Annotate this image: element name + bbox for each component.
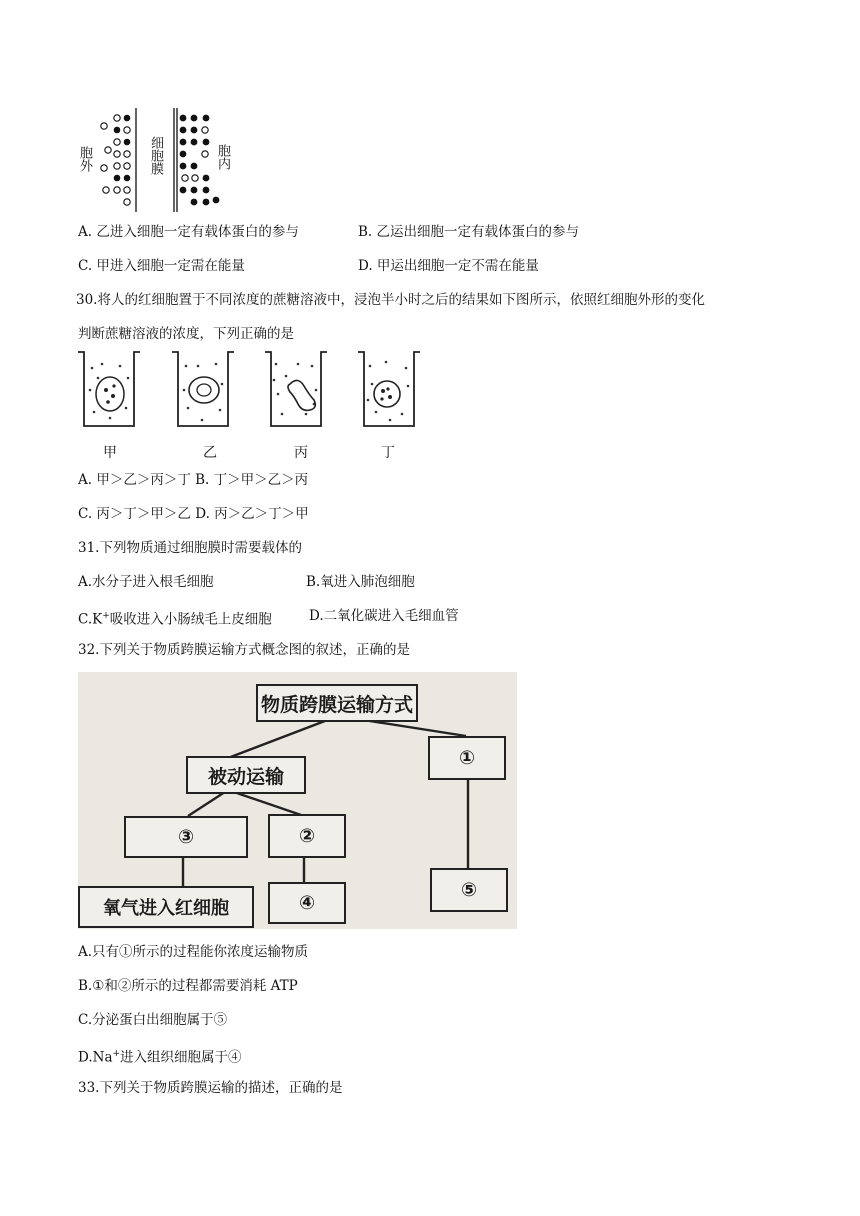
beakers-figure — [76, 350, 426, 432]
q30-stem-line1: 30.将人的红细胞置于不同浓度的蔗糖溶液中，浸泡半小时之后的结果如下图所示，依照红细胞外形的变化 — [76, 292, 705, 308]
concept-map — [78, 672, 517, 929]
q32-option-d: D.Na+进入组织细胞属于④ — [78, 1049, 242, 1066]
q30-options-line1: A. 甲＞乙＞丙＞丁 B. 丁＞甲＞乙＞丙 — [78, 472, 309, 488]
q29-option-c: C. 甲进入细胞一定需在能量 — [78, 258, 245, 274]
q29-option-d: D. 甲运出细胞一定不需在能量 — [358, 258, 539, 274]
q29-option-a: A. 乙进入细胞一定有载体蛋白的参与 — [78, 224, 299, 240]
inside-label: 胞内 — [215, 144, 230, 170]
node-passive-transport: 被动运输 — [186, 756, 306, 794]
node-2: ② — [268, 814, 346, 858]
q32-option-c: C.分泌蛋白出细胞属于⑤ — [78, 1012, 228, 1028]
q32-option-a: A.只有①所示的过程能你浓度运输物质 — [78, 944, 309, 960]
beaker-label-ding: 丁 — [381, 445, 395, 461]
q30-stem-line2: 判断蔗糖溶液的浓度，下列正确的是 — [78, 326, 294, 342]
q32-option-b: B.①和②所示的过程都需要消耗 ATP — [78, 978, 298, 994]
q29-option-b: B. 乙运出细胞一定有载体蛋白的参与 — [358, 224, 580, 240]
node-example: 氧气进入红细胞 — [78, 886, 254, 928]
outside-label: 胞外 — [77, 146, 92, 172]
q31-stem: 31.下列物质通过细胞膜时需要载体的 — [78, 540, 302, 556]
beakers-svg — [76, 350, 426, 432]
beaker-label-yi: 乙 — [203, 445, 217, 461]
node-5: ⑤ — [430, 868, 508, 912]
beaker-label-jia: 甲 — [103, 445, 117, 461]
q31-option-d: D.二氧化碳进入毛细血管 — [309, 608, 459, 624]
q33-stem: 33.下列关于物质跨膜运输的描述，正确的是 — [78, 1080, 343, 1096]
node-root: 物质跨膜运输方式 — [256, 684, 418, 722]
node-1: ① — [428, 736, 506, 780]
q31-option-a: A.水分子进入根毛细胞 — [78, 574, 214, 590]
beaker-label-bing: 丙 — [294, 445, 308, 461]
node-4: ④ — [268, 882, 346, 924]
q32-stem: 32.下列关于物质跨膜运输方式概念图的叙述，正确的是 — [78, 642, 410, 658]
membrane-diagram — [78, 106, 248, 216]
membrane-label: 细胞膜 — [148, 136, 163, 175]
q30-options-line2: C. 丙＞丁＞甲＞乙 D. 丙＞乙＞丁＞甲 — [78, 506, 309, 522]
node-3: ③ — [124, 816, 248, 858]
q31-option-c: C.K+吸收进入小肠绒毛上皮细胞 — [78, 611, 272, 628]
q31-option-b: B.氧进入肺泡细胞 — [306, 574, 415, 590]
